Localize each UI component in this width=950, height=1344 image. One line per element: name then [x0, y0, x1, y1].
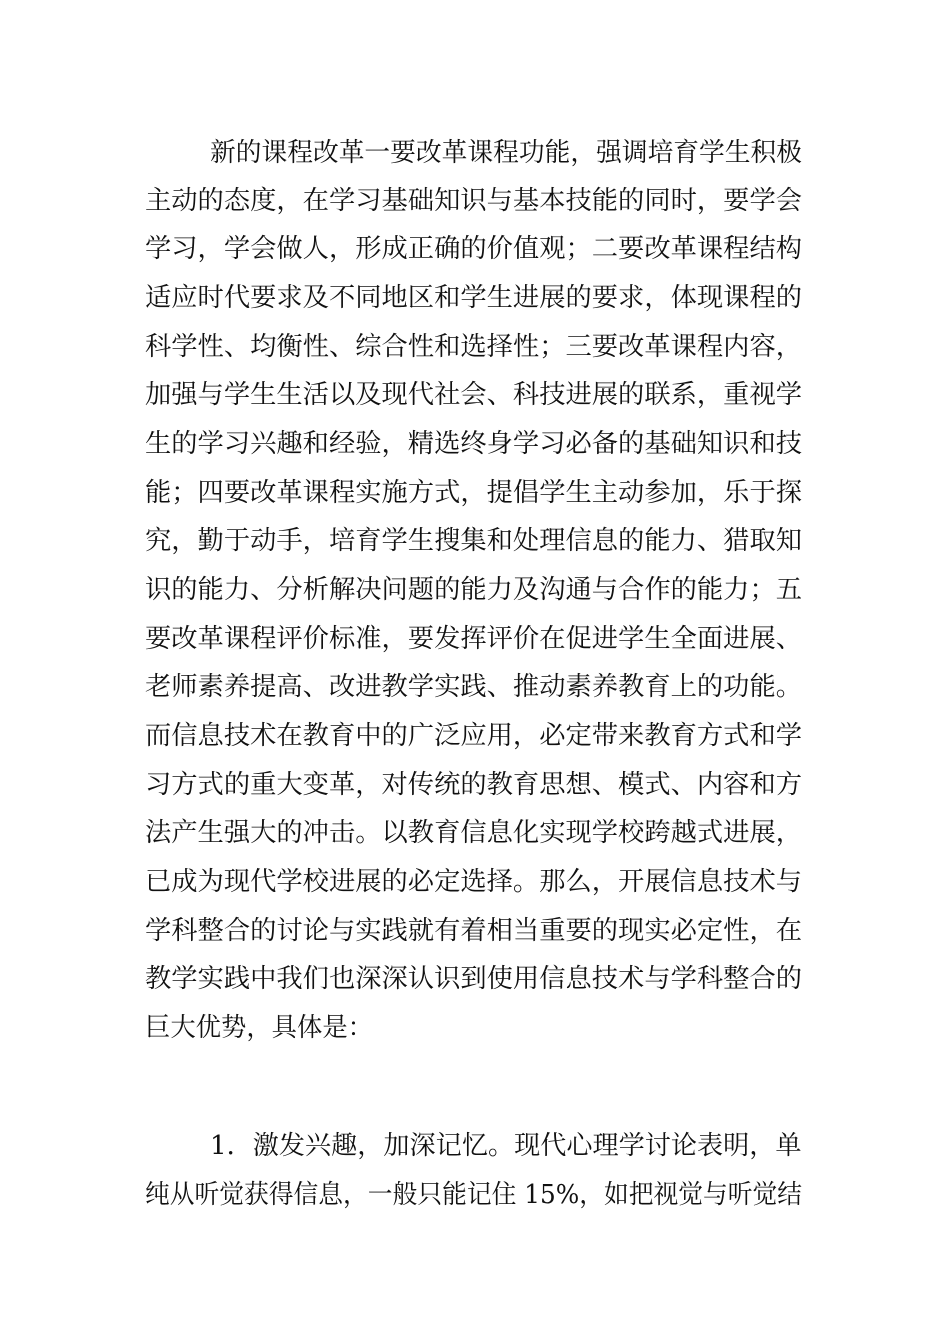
text-line: 适应时代要求及不同地区和学生进展的要求，体现课程的 — [145, 283, 803, 313]
text-line: 教学实践中我们也深深认识到使用信息技术与学科整合的 — [145, 964, 803, 994]
text-line: 主动的态度，在学习基础知识与基本技能的同时，要学会 — [145, 186, 803, 216]
text-line: 学科整合的讨论与实践就有着相当重要的现实必定性，在 — [145, 916, 803, 946]
text-line: 科学性、均衡性、综合性和选择性；三要改革课程内容， — [145, 332, 803, 362]
text-line: 新的课程改革一要改革课程功能，强调培育学生积极 — [210, 138, 803, 168]
text-line: 究，勤于动手，培育学生搜集和处理信息的能力、猎取知 — [145, 526, 803, 556]
text-line: 法产生强大的冲击。以教育信息化实现学校跨越式进展， — [145, 818, 803, 848]
text-line: 纯从听觉获得信息，一般只能记住 15%，如把视觉与听觉结 — [145, 1180, 803, 1210]
text-line: 能；四要改革课程实施方式，提倡学生主动参加，乐于探 — [145, 478, 803, 508]
text-line: 学习，学会做人，形成正确的价值观；二要改革课程结构 — [145, 234, 803, 264]
text-line: 习方式的重大变革，对传统的教育思想、模式、内容和方 — [145, 770, 803, 800]
text-line: 要改革课程评价标准，要发挥评价在促进学生全面进展、 — [145, 624, 803, 654]
text-line: 加强与学生生活以及现代社会、科技进展的联系，重视学 — [145, 380, 803, 410]
text-line: 老师素养提高、改进教学实践、推动素养教育上的功能。 — [145, 672, 803, 702]
text-line: 巨大优势，具体是： — [145, 1013, 374, 1043]
text-line: 识的能力、分析解决问题的能力及沟通与合作的能力；五 — [145, 575, 803, 605]
text-line: 而信息技术在教育中的广泛应用，必定带来教育方式和学 — [145, 721, 803, 751]
text-line: 生的学习兴趣和经验，精选终身学习必备的基础知识和技 — [145, 429, 803, 459]
text-line: 已成为现代学校进展的必定选择。那么，开展信息技术与 — [145, 867, 803, 897]
text-line: 1．激发兴趣，加深记忆。现代心理学讨论表明，单 — [210, 1131, 802, 1161]
